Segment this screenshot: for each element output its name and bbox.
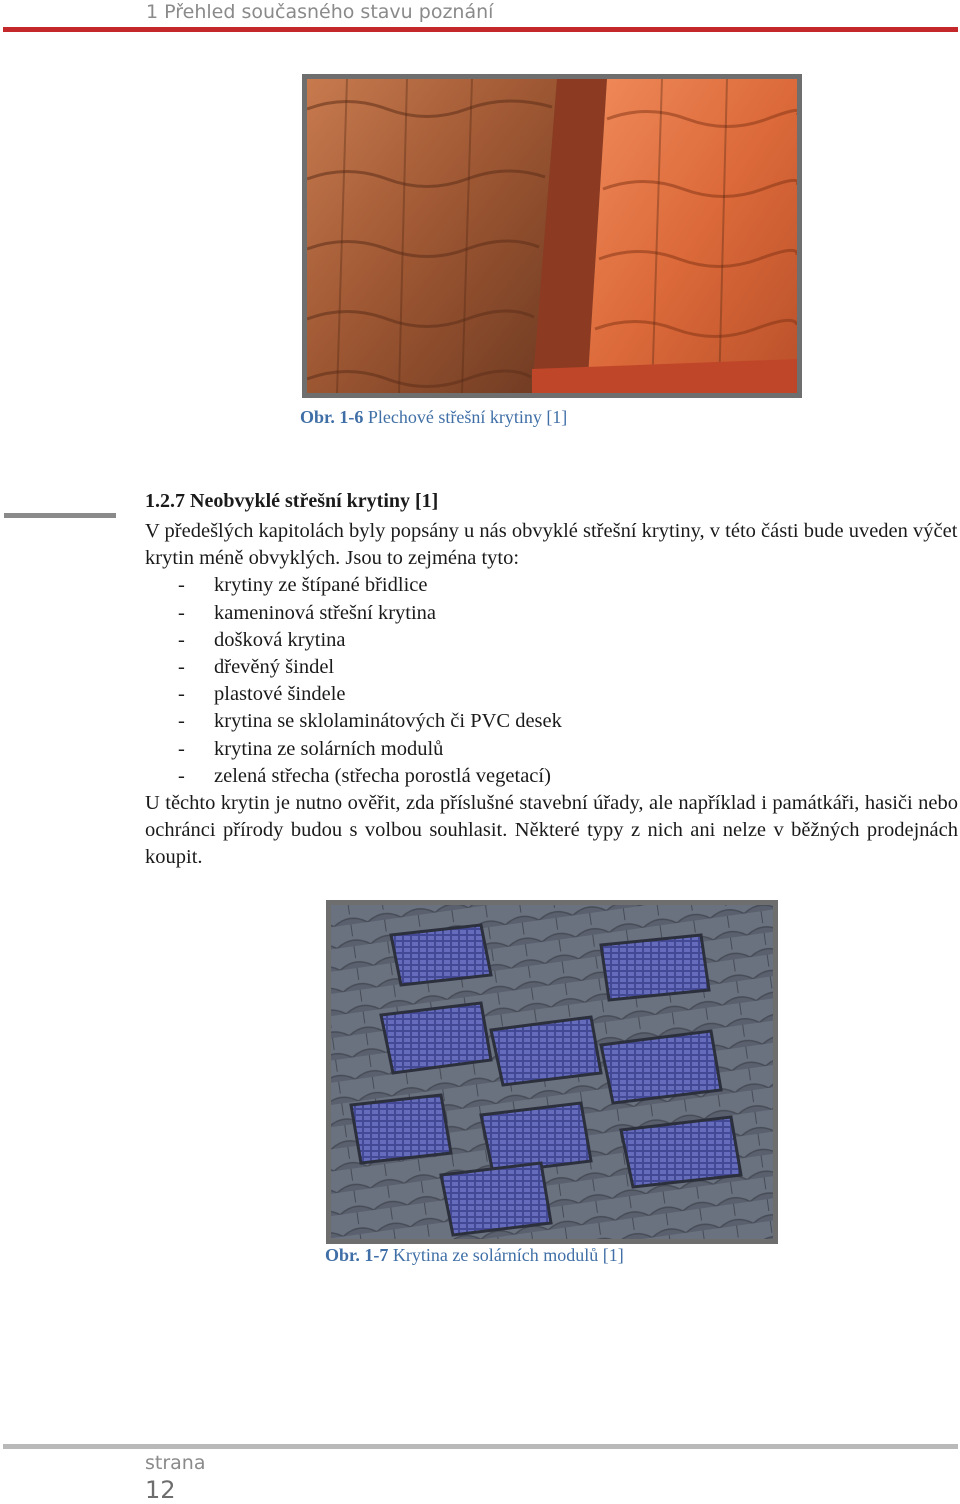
- list-dash: -: [178, 710, 185, 733]
- list-item: [145, 763, 958, 790]
- list-item-text: zelená střecha (střecha porostlá vegetací): [214, 764, 551, 787]
- list-item: [145, 736, 958, 763]
- running-header: 1 Přehled současného stavu poznání: [146, 1, 494, 23]
- list-dash: -: [178, 656, 185, 679]
- roofing-list: [145, 572, 958, 790]
- list-item-text: krytina ze solárních modulů: [214, 737, 444, 760]
- footer-rule: [3, 1444, 958, 1449]
- figure-caption: [325, 1245, 624, 1266]
- footer-page-label: strana: [145, 1452, 206, 1474]
- list-item: [145, 654, 958, 681]
- figure-solar-roofing: [326, 900, 778, 1244]
- figure-metal-roofing: [302, 74, 802, 398]
- figure-caption: [300, 407, 567, 428]
- list-dash: -: [178, 737, 185, 760]
- section-body: [145, 518, 958, 872]
- list-item-text: dřevěný šindel: [214, 656, 335, 679]
- list-item: [145, 627, 958, 654]
- list-dash: -: [178, 764, 185, 787]
- list-item: [145, 681, 958, 708]
- list-dash: -: [178, 683, 185, 706]
- list-item: [145, 708, 958, 735]
- list-dash: -: [178, 601, 185, 624]
- caption-text: Plechové střešní krytiny [1]: [363, 407, 568, 427]
- list-item-text: krytina se sklolaminátových či PVC desek: [214, 710, 562, 733]
- list-item-text: došková krytina: [214, 628, 346, 651]
- intro-paragraph: V předešlých kapitolách byly popsány u nás obvyklé střešní krytiny, v této části bude uveden výčet krytin méně obvyklých. Jsou to zejména tyto:: [145, 520, 958, 570]
- list-dash: -: [178, 628, 185, 651]
- list-item: [145, 600, 958, 627]
- header-rule: [3, 27, 958, 32]
- list-dash: -: [178, 574, 185, 597]
- section-marker-bar: [4, 513, 116, 518]
- list-item-text: plastové šindele: [214, 683, 346, 706]
- caption-text: Krytina ze solárních modulů [1]: [388, 1245, 624, 1265]
- footer-page-number: 12: [145, 1476, 176, 1504]
- solar-roofing-image: [331, 905, 773, 1239]
- list-item-text: kameninová střešní krytina: [214, 601, 437, 624]
- caption-number: Obr. 1-7: [325, 1245, 389, 1265]
- list-item: [145, 572, 958, 599]
- list-item-text: krytiny ze štípané břidlice: [214, 574, 428, 597]
- section-heading: 1.2.7 Neobvyklé střešní krytiny [1]: [145, 490, 439, 512]
- closing-paragraph: U těchto krytin je nutno ověřit, zda příslušné stavební úřady, ale například i památkáři, hasiči nebo ochránci přírody budou s volbou souhlasit. Některé typy z nich ani nelze v běžných prodejnách koupit.: [145, 792, 958, 869]
- metal-roofing-image: [307, 79, 797, 393]
- caption-number: Obr. 1-6: [300, 407, 364, 427]
